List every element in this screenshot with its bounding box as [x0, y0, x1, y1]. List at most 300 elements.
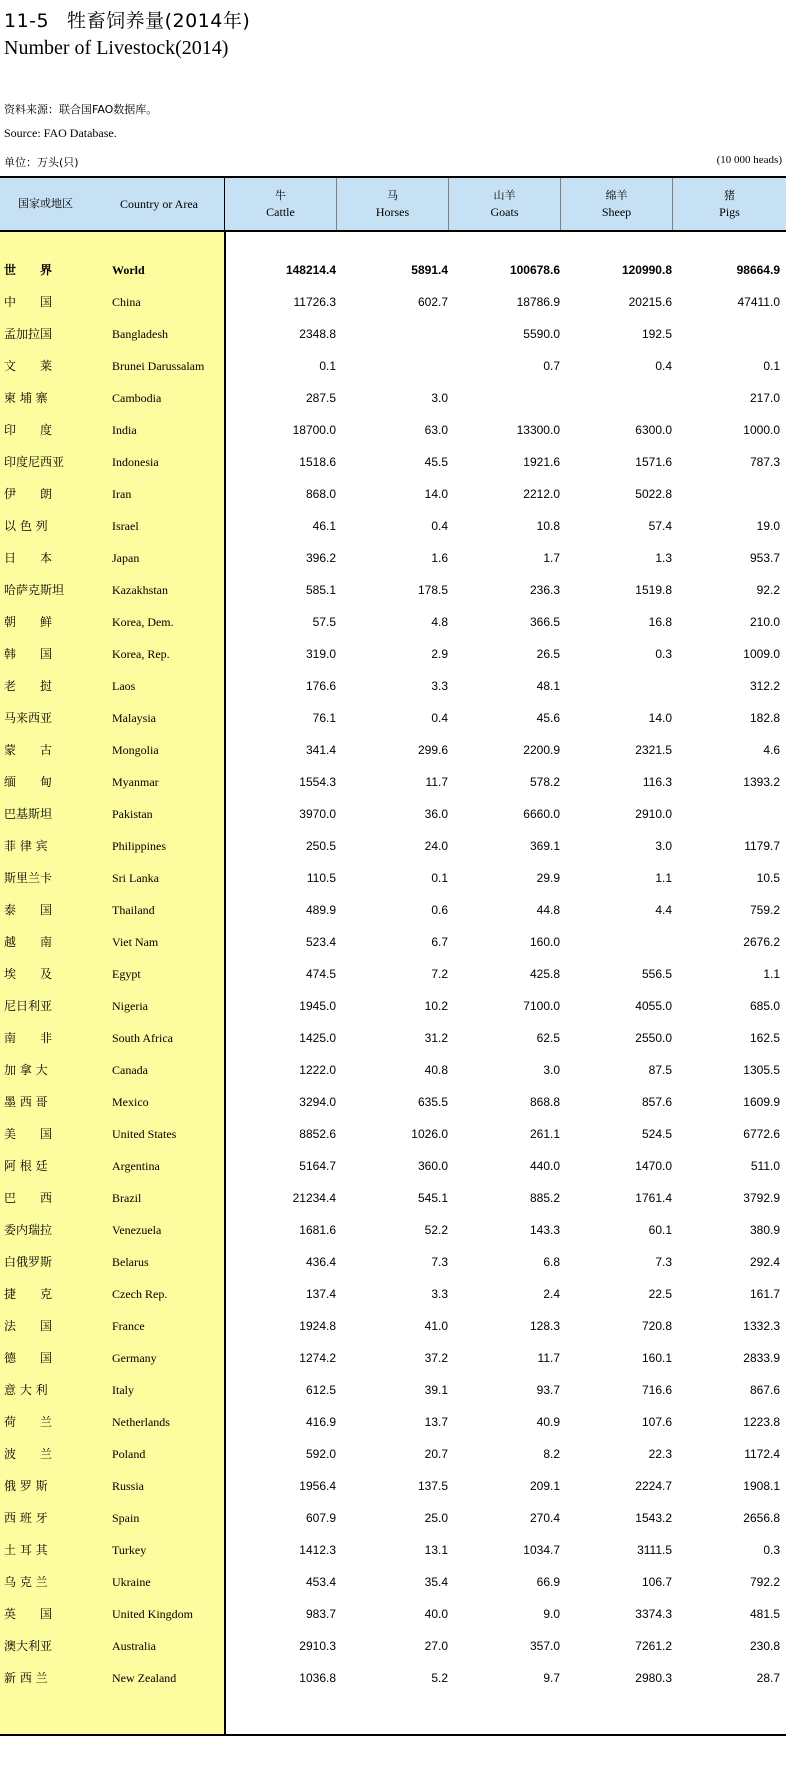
cattle-value: 1274.2	[299, 1351, 336, 1365]
country-name-cn: 世 界	[4, 263, 53, 277]
country-name-en: France	[112, 1319, 145, 1333]
country-name-en: Brazil	[112, 1191, 142, 1205]
header-horses	[337, 178, 449, 230]
goats-value: 6.8	[543, 1255, 560, 1269]
sheep-value: 1.1	[655, 871, 672, 885]
country-name-cn: 墨 西 哥	[4, 1095, 48, 1109]
horses-value: 25.0	[424, 1511, 448, 1525]
cattle-value: 46.1	[312, 519, 336, 533]
pigs-value: 182.8	[749, 711, 780, 725]
horses-value: 137.5	[417, 1479, 448, 1493]
goats-value: 128.3	[529, 1319, 560, 1333]
country-name-cn: 缅 甸	[4, 775, 53, 789]
country-name-en: Ukraine	[112, 1575, 151, 1589]
cattle-value: 1518.6	[299, 455, 336, 469]
goats-value: 10.8	[536, 519, 560, 533]
goats-value: 425.8	[529, 967, 560, 981]
pigs-value: 10.5	[756, 871, 780, 885]
table-row	[0, 1086, 786, 1118]
pigs-value: 19.0	[756, 519, 780, 533]
cattle-value: 250.5	[305, 839, 336, 853]
horses-value: 41.0	[424, 1319, 448, 1333]
pigs-value: 792.2	[749, 1575, 780, 1589]
country-name-en: Israel	[112, 519, 139, 533]
cattle-value: 110.5	[306, 871, 336, 885]
pigs-value: 867.6	[749, 1383, 780, 1397]
goats-value: 369.1	[529, 839, 560, 853]
sheep-value: 2980.3	[635, 1671, 672, 1685]
sheep-value: 0.3	[655, 647, 672, 661]
sheep-value: 120990.8	[621, 263, 672, 277]
country-name-en: Bangladesh	[112, 327, 168, 341]
country-name-cn: 孟加拉国	[4, 327, 53, 341]
goats-value: 93.7	[536, 1383, 560, 1397]
cattle-value: 868.0	[305, 487, 336, 501]
cattle-value: 474.5	[305, 967, 336, 981]
cattle-value: 453.4	[305, 1575, 336, 1589]
table-row	[0, 382, 786, 414]
country-name-en: Korea, Dem.	[112, 615, 174, 629]
title-cn-text: 牲畜饲养量(2014年)	[67, 10, 251, 32]
country-name-en: Turkey	[112, 1543, 147, 1557]
table-row	[0, 798, 786, 830]
horses-value: 11.7	[425, 775, 448, 789]
cattle-value: 341.4	[305, 743, 336, 757]
sheep-value: 22.3	[648, 1447, 672, 1461]
country-name-cn: 美 国	[4, 1127, 53, 1141]
horses-value: 13.7	[424, 1415, 448, 1429]
sheep-value: 0.4	[655, 359, 672, 373]
sheep-value: 5022.8	[635, 487, 672, 501]
sheep-value: 4.4	[655, 903, 672, 917]
sheep-value: 20215.6	[628, 295, 672, 309]
pigs-value: 2676.2	[743, 935, 780, 949]
horses-value: 635.5	[417, 1095, 448, 1109]
horses-value: 31.2	[424, 1031, 448, 1045]
header-goats	[449, 178, 561, 230]
goats-value: 1.7	[543, 551, 560, 565]
table-row	[0, 606, 786, 638]
pigs-value: 2833.9	[743, 1351, 780, 1365]
table-row	[0, 894, 786, 926]
header-sheep	[561, 178, 673, 230]
cattle-value: 612.5	[305, 1383, 336, 1397]
table-row	[0, 1054, 786, 1086]
country-name-cn: 法 国	[4, 1319, 53, 1333]
table-row	[0, 830, 786, 862]
horses-value: 602.7	[417, 295, 448, 309]
horses-value: 1.6	[431, 551, 448, 565]
sheep-value: 160.1	[641, 1351, 672, 1365]
country-name-cn: 阿 根 廷	[4, 1159, 48, 1173]
table-row	[0, 1566, 786, 1598]
table-row	[0, 1534, 786, 1566]
goats-value: 62.5	[536, 1031, 560, 1045]
pigs-value: 380.9	[749, 1223, 780, 1237]
country-name-en: Italy	[112, 1383, 134, 1397]
horses-value: 63.0	[424, 423, 448, 437]
horses-value: 10.2	[424, 999, 448, 1013]
goats-value: 45.6	[536, 711, 560, 725]
country-name-cn: 荷 兰	[4, 1415, 53, 1429]
country-name-en: Laos	[112, 679, 136, 693]
table-row	[0, 1438, 786, 1470]
country-name-cn: 意 大 利	[4, 1383, 48, 1397]
country-name-cn: 伊 朗	[4, 487, 53, 501]
goats-value: 578.2	[529, 775, 560, 789]
country-name-cn: 越 南	[4, 935, 53, 949]
country-name-cn: 白俄罗斯	[4, 1255, 53, 1269]
country-name-cn: 蒙 古	[4, 743, 53, 757]
pigs-value: 1305.5	[743, 1063, 780, 1077]
cattle-value: 18700.0	[292, 423, 336, 437]
country-name-en: Venezuela	[112, 1223, 162, 1237]
cattle-value: 176.6	[305, 679, 336, 693]
country-name-en: New Zealand	[112, 1671, 177, 1685]
pigs-value: 0.1	[763, 359, 780, 373]
sheep-value: 716.6	[641, 1383, 672, 1397]
pigs-value: 1179.7	[744, 839, 780, 853]
table-row	[0, 478, 786, 510]
country-name-en: World	[112, 263, 145, 277]
pigs-value: 511.0	[750, 1159, 780, 1173]
cattle-value: 436.4	[305, 1255, 336, 1269]
sheep-value: 720.8	[641, 1319, 672, 1333]
goats-value: 270.4	[529, 1511, 560, 1525]
cattle-value: 1222.0	[299, 1063, 336, 1077]
sheep-value: 60.1	[648, 1223, 672, 1237]
table-row	[0, 318, 786, 350]
pigs-value: 1223.8	[743, 1415, 780, 1429]
horses-value: 5891.4	[411, 263, 448, 277]
cattle-value: 1554.3	[299, 775, 336, 789]
goats-value: 3.0	[543, 1063, 560, 1077]
country-name-cn: 新 西 兰	[4, 1671, 48, 1685]
pigs-value: 292.4	[749, 1255, 780, 1269]
sheep-value: 1470.0	[635, 1159, 672, 1173]
goats-value: 48.1	[536, 679, 560, 693]
cattle-value: 287.5	[305, 391, 336, 405]
cattle-value: 319.0	[305, 647, 336, 661]
country-name-cn: 澳大利亚	[4, 1639, 53, 1653]
sheep-value: 3111.5	[637, 1543, 672, 1557]
horses-value: 0.4	[431, 519, 448, 533]
horses-value: 37.2	[424, 1351, 448, 1365]
cattle-value: 1412.3	[299, 1543, 336, 1557]
cattle-value: 1681.6	[299, 1223, 336, 1237]
goats-value: 6660.0	[523, 807, 560, 821]
cattle-value: 76.1	[312, 711, 336, 725]
table-row	[0, 1406, 786, 1438]
sheep-value: 192.5	[641, 327, 672, 341]
country-name-cn: 波 兰	[4, 1447, 53, 1461]
page-title-en: Number of Livestock(2014)	[4, 37, 229, 59]
cattle-value: 2348.8	[299, 327, 336, 341]
table-row	[0, 1598, 786, 1630]
sheep-value: 106.7	[641, 1575, 672, 1589]
horses-value: 3.0	[431, 391, 448, 405]
table-row	[0, 958, 786, 990]
cattle-value: 396.2	[305, 551, 336, 565]
horses-value: 40.8	[424, 1063, 448, 1077]
sheep-value: 2550.0	[635, 1031, 672, 1045]
country-name-cn: 巴 西	[4, 1191, 53, 1205]
horses-value: 7.2	[431, 967, 448, 981]
country-name-cn: 哈萨克斯坦	[4, 583, 65, 597]
table-bottom-rule	[0, 1734, 786, 1736]
country-name-cn: 埃 及	[4, 967, 53, 981]
country-name-en: Belarus	[112, 1255, 149, 1269]
country-name-en: Poland	[112, 1447, 146, 1461]
table-row	[0, 1342, 786, 1374]
table-row	[0, 670, 786, 702]
pigs-value: 162.5	[749, 1031, 780, 1045]
country-name-cn: 以 色 列	[4, 519, 48, 533]
country-name-en: Brunei Darussalam	[112, 359, 205, 373]
cattle-value: 1956.4	[299, 1479, 336, 1493]
table-number: 11-5	[4, 10, 50, 32]
country-name-en: Malaysia	[112, 711, 156, 725]
country-name-en: Nigeria	[112, 999, 148, 1013]
sheep-value: 116.3	[642, 775, 672, 789]
cattle-value: 0.1	[319, 359, 336, 373]
pigs-value: 3792.9	[743, 1191, 780, 1205]
country-name-en: Spain	[112, 1511, 140, 1525]
country-name-en: India	[112, 423, 137, 437]
goats-value: 29.9	[536, 871, 560, 885]
table-row	[0, 1278, 786, 1310]
country-name-en: Argentina	[112, 1159, 160, 1173]
goats-value: 2200.9	[523, 743, 560, 757]
horses-value: 45.5	[424, 455, 448, 469]
pigs-value: 1393.2	[743, 775, 780, 789]
country-name-cn: 乌 克 兰	[4, 1575, 48, 1589]
country-name-cn: 尼日利亚	[4, 999, 53, 1013]
pigs-value: 1332.3	[743, 1319, 780, 1333]
sheep-value: 1519.8	[635, 583, 672, 597]
table-row	[0, 1470, 786, 1502]
country-name-en: United Kingdom	[112, 1607, 193, 1621]
country-name-en: Japan	[112, 551, 140, 565]
horses-value: 14.0	[424, 487, 448, 501]
header-cattle	[225, 178, 337, 230]
header-pigs	[673, 178, 786, 230]
goats-value: 100678.6	[509, 263, 560, 277]
horses-value: 36.0	[424, 807, 448, 821]
country-name-cn: 朝 鲜	[4, 615, 53, 629]
pigs-value: 217.0	[749, 391, 780, 405]
table-row	[0, 1630, 786, 1662]
cattle-value: 489.9	[305, 903, 336, 917]
pigs-value: 685.0	[749, 999, 780, 1013]
sheep-value: 6300.0	[635, 423, 672, 437]
goats-value: 26.5	[536, 647, 560, 661]
country-name-en: Viet Nam	[112, 935, 159, 949]
goats-value: 357.0	[529, 1639, 560, 1653]
goats-value: 143.3	[529, 1223, 560, 1237]
country-name-en: Australia	[112, 1639, 156, 1653]
pigs-value: 0.3	[763, 1543, 780, 1557]
pigs-value: 161.7	[749, 1287, 780, 1301]
horses-value: 20.7	[424, 1447, 448, 1461]
header-country-cn: 国家或地区	[18, 197, 73, 210]
country-name-cn: 印度尼西亚	[4, 455, 65, 469]
horses-value: 2.9	[431, 647, 448, 661]
sheep-value: 2910.0	[635, 807, 672, 821]
country-name-cn: 西 班 牙	[4, 1511, 48, 1525]
sheep-value: 1543.2	[635, 1511, 672, 1525]
horses-value: 0.4	[431, 711, 448, 725]
country-name-cn: 韩 国	[4, 647, 53, 661]
goats-value: 160.0	[529, 935, 560, 949]
header-pigs-cn: 猪	[724, 189, 735, 202]
country-name-en: Cambodia	[112, 391, 162, 405]
pigs-value: 28.7	[756, 1671, 780, 1685]
country-name-cn: 土 耳 其	[4, 1543, 48, 1557]
horses-value: 178.5	[417, 583, 448, 597]
pigs-value: 1009.0	[743, 647, 780, 661]
table-row	[0, 1022, 786, 1054]
horses-value: 545.1	[417, 1191, 448, 1205]
goats-value: 44.8	[536, 903, 560, 917]
goats-value: 261.1	[529, 1127, 560, 1141]
horses-value: 27.0	[424, 1639, 448, 1653]
cattle-value: 2910.3	[299, 1639, 336, 1653]
cattle-value: 5164.7	[299, 1159, 336, 1173]
table-row	[0, 574, 786, 606]
country-name-cn: 南 非	[4, 1031, 53, 1045]
goats-value: 9.0	[543, 1607, 560, 1621]
country-name-en: Germany	[112, 1351, 157, 1365]
header-horses-en: Horses	[375, 205, 410, 219]
sheep-value: 1.3	[655, 551, 672, 565]
goats-value: 40.9	[536, 1415, 560, 1429]
table-row	[0, 702, 786, 734]
horses-value: 1026.0	[411, 1127, 448, 1141]
cattle-value: 57.5	[312, 615, 336, 629]
pigs-value: 4.6	[763, 743, 780, 757]
goats-value: 885.2	[529, 1191, 560, 1205]
sheep-value: 7261.2	[635, 1639, 672, 1653]
table-row	[0, 1118, 786, 1150]
country-name-en: Czech Rep.	[112, 1287, 168, 1301]
country-name-en: Korea, Rep.	[112, 647, 170, 661]
goats-value: 8.2	[543, 1447, 560, 1461]
goats-value: 209.1	[529, 1479, 560, 1493]
table-row	[0, 254, 786, 286]
sheep-value: 2224.7	[635, 1479, 672, 1493]
horses-value: 24.0	[424, 839, 448, 853]
cattle-value: 21234.4	[292, 1191, 336, 1205]
country-name-cn: 巴基斯坦	[4, 807, 53, 821]
country-name-en: Iran	[112, 487, 132, 501]
cattle-value: 8852.6	[299, 1127, 336, 1141]
table-row	[0, 1150, 786, 1182]
country-name-cn: 老 挝	[4, 679, 53, 693]
country-name-cn: 印 度	[4, 423, 53, 437]
sheep-value: 22.5	[648, 1287, 672, 1301]
header-sheep-cn: 绵羊	[605, 189, 628, 202]
country-name-en: China	[112, 295, 141, 309]
country-name-en: Canada	[112, 1063, 148, 1077]
goats-value: 66.9	[536, 1575, 560, 1589]
horses-value: 3.3	[431, 1287, 448, 1301]
livestock-table	[0, 176, 786, 1736]
table-row	[0, 542, 786, 574]
horses-value: 299.6	[417, 743, 448, 757]
table-row	[0, 862, 786, 894]
country-name-en: Netherlands	[112, 1415, 170, 1429]
country-name-en: Philippines	[112, 839, 167, 853]
pigs-value: 92.2	[756, 583, 780, 597]
country-name-cn: 菲 律 宾	[4, 839, 48, 853]
cattle-value: 148214.4	[285, 263, 336, 277]
goats-value: 0.7	[543, 359, 560, 373]
sheep-value: 107.6	[641, 1415, 672, 1429]
cattle-value: 1425.0	[299, 1031, 336, 1045]
pigs-value: 6772.6	[743, 1127, 780, 1141]
country-name-en: Sri Lanka	[112, 871, 159, 885]
pigs-value: 98664.9	[736, 263, 780, 277]
horses-value: 7.3	[431, 1255, 448, 1269]
table-row	[0, 286, 786, 318]
table-row	[0, 990, 786, 1022]
country-name-cn: 马来西亚	[4, 711, 53, 725]
cattle-value: 1036.8	[299, 1671, 336, 1685]
sheep-value: 87.5	[648, 1063, 672, 1077]
pigs-value: 2656.8	[743, 1511, 780, 1525]
source-note-en: Source: FAO Database.	[4, 126, 117, 140]
sheep-value: 2321.5	[635, 743, 672, 757]
table-body	[0, 254, 786, 1694]
country-name-en: South Africa	[112, 1031, 173, 1045]
pigs-value: 1609.9	[743, 1095, 780, 1109]
horses-value: 35.4	[424, 1575, 448, 1589]
horses-value: 40.0	[424, 1607, 448, 1621]
country-name-en: Thailand	[112, 903, 155, 917]
country-name-en: Indonesia	[112, 455, 159, 469]
table-row	[0, 1374, 786, 1406]
country-name-cn: 柬 埔 寨	[4, 391, 48, 405]
pigs-value: 481.5	[749, 1607, 780, 1621]
cattle-value: 137.4	[305, 1287, 336, 1301]
cattle-value: 1924.8	[299, 1319, 336, 1333]
goats-value: 18786.9	[516, 295, 560, 309]
page-title-cn	[4, 6, 250, 33]
table-row	[0, 446, 786, 478]
table-row	[0, 1246, 786, 1278]
cattle-value: 3970.0	[299, 807, 336, 821]
country-name-cn: 日 本	[4, 551, 53, 565]
horses-value: 360.0	[417, 1159, 448, 1173]
horses-value: 13.1	[424, 1543, 448, 1557]
horses-value: 4.8	[431, 615, 448, 629]
pigs-value: 1908.1	[743, 1479, 780, 1493]
table-row	[0, 926, 786, 958]
sheep-value: 7.3	[655, 1255, 672, 1269]
table-row	[0, 1182, 786, 1214]
header-bottom-rule	[0, 230, 786, 232]
country-name-cn: 文 莱	[4, 359, 53, 373]
unit-note-en: (10 000 heads)	[716, 154, 782, 166]
table-row	[0, 1310, 786, 1342]
pigs-value: 1.1	[763, 967, 780, 981]
pigs-value: 1172.4	[744, 1447, 780, 1461]
country-name-cn: 斯里兰卡	[4, 871, 53, 885]
country-name-cn: 俄 罗 斯	[4, 1479, 48, 1493]
header-sheep-en: Sheep	[601, 205, 632, 219]
sheep-value: 3374.3	[635, 1607, 672, 1621]
